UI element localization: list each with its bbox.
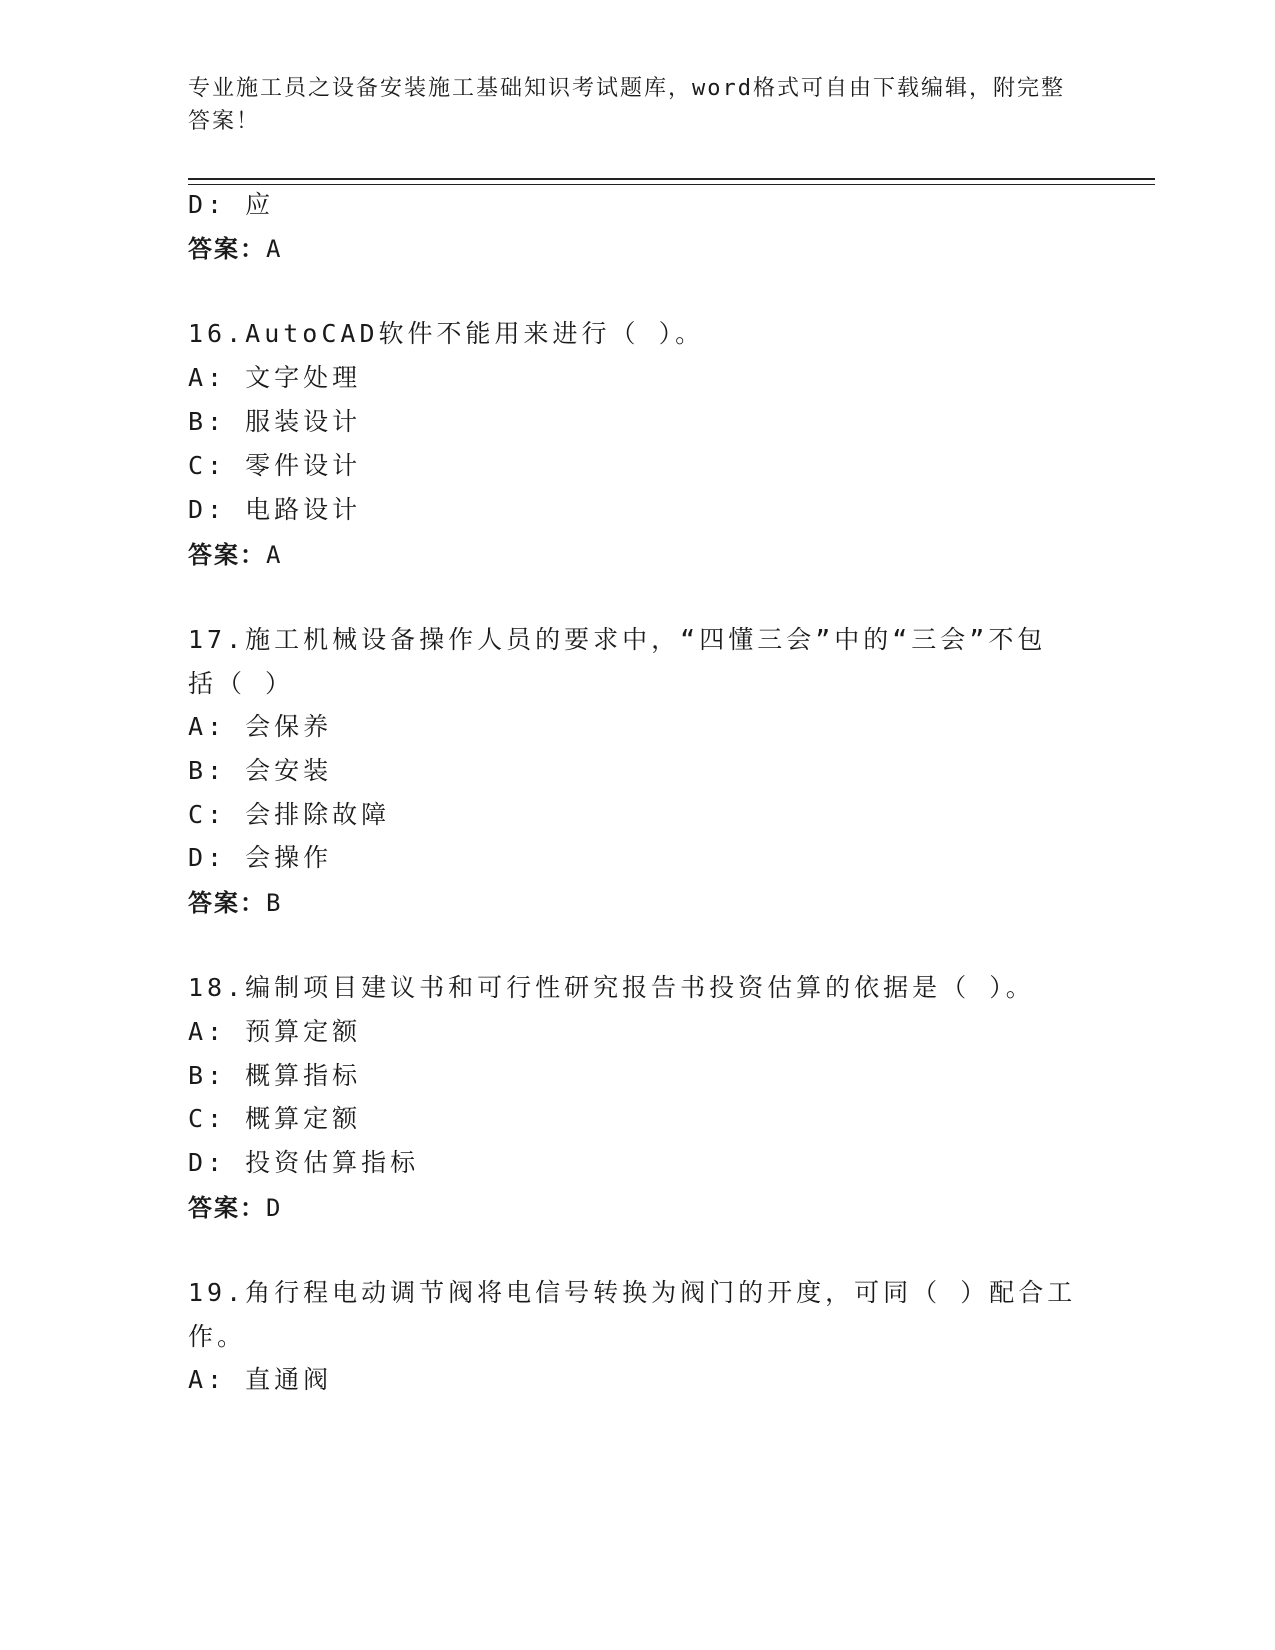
answer-line xyxy=(188,234,282,264)
option-c: C: 零件设计 xyxy=(188,451,362,480)
question-17-continued: 括（ ） xyxy=(188,669,295,698)
answer-label: 答案： xyxy=(188,235,266,263)
answer-line xyxy=(188,540,282,570)
answer-label: 答案： xyxy=(188,1194,266,1222)
answer-label: 答案： xyxy=(188,889,266,917)
option-a: A: 直通阀 xyxy=(188,1365,333,1394)
option-d: D: 投资估算指标 xyxy=(188,1148,420,1177)
option-b: B: 会安装 xyxy=(188,756,333,785)
option-a: A: 会保养 xyxy=(188,712,333,741)
answer-value: D xyxy=(266,1194,283,1222)
answer-line xyxy=(188,1193,282,1223)
question-19-continued: 作。 xyxy=(188,1322,247,1351)
option-c: C: 会排除故障 xyxy=(188,800,391,829)
answer-value: A xyxy=(266,541,283,569)
option-b: B: 服装设计 xyxy=(188,407,362,436)
question-16: 16.AutoCAD软件不能用来进行（ ）。 xyxy=(188,319,705,348)
question-17: 17.施工机械设备操作人员的要求中，“四懂三会”中的“三会”不包 xyxy=(188,625,1047,654)
answer-value: A xyxy=(266,235,283,263)
answer-value: B xyxy=(266,889,283,917)
header-divider xyxy=(188,178,1155,180)
option-d: D: 电路设计 xyxy=(188,495,362,524)
answer-line xyxy=(188,888,282,918)
answer-label: 答案： xyxy=(188,541,266,569)
question-19: 19.角行程电动调节阀将电信号转换为阀门的开度，可同（ ）配合工 xyxy=(188,1278,1077,1307)
option-d: D: 应 xyxy=(188,190,275,219)
option-a: A: 文字处理 xyxy=(188,363,362,392)
header-divider-thin xyxy=(188,184,1155,185)
option-b: B: 概算指标 xyxy=(188,1061,362,1090)
option-c: C: 概算定额 xyxy=(188,1104,362,1133)
option-a: A: 预算定额 xyxy=(188,1017,362,1046)
question-18: 18.编制项目建议书和可行性研究报告书投资估算的依据是（ ）。 xyxy=(188,973,1035,1002)
option-d: D: 会操作 xyxy=(188,843,333,872)
document-header: 专业施工员之设备安装施工基础知识考试题库，word格式可自由下载编辑，附完整答案！ xyxy=(188,76,1065,134)
